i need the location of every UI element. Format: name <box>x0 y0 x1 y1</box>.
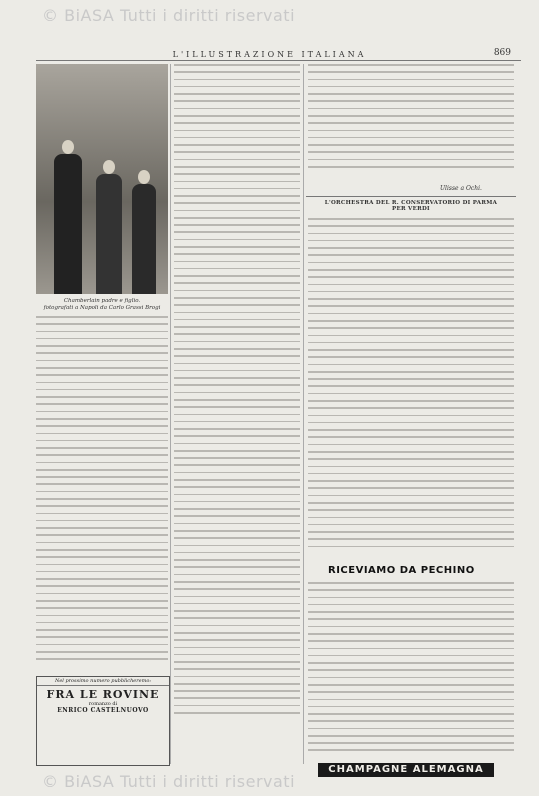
article-signature: Ulisse a Ochi. <box>440 185 482 192</box>
watermark-bottom: © BiASA Tutti i diritti riservati <box>42 772 296 791</box>
caption-line: fotografati a Napoli da Carlo Grassi Brogi <box>43 305 161 311</box>
champagne-advertisement: CHAMPAGNE ALEMAGNA <box>318 763 494 777</box>
ad-publisher-line: Nel prossimo numero pubblicheremo: <box>37 677 169 686</box>
section-title-line: PER VERDI <box>392 206 430 212</box>
photograph <box>36 64 168 294</box>
header-rule <box>36 60 521 61</box>
figure-person <box>54 154 82 294</box>
page-number: 869 <box>493 48 511 58</box>
figure-person <box>96 174 122 294</box>
figure-head <box>62 140 74 154</box>
ad-by: romanzo di <box>88 701 118 707</box>
section-title-line: L'ORCHESTRA DEL R. CONSERVATORIO DI PARMA <box>324 200 498 206</box>
figure-head <box>138 170 150 184</box>
column-rule-1 <box>170 64 171 764</box>
photo-caption <box>36 298 168 312</box>
column-rule-2 <box>303 64 304 764</box>
watermark-top: © BiASA Tutti i diritti riservati <box>42 6 296 25</box>
ad-title: FRA LE ROVINE <box>46 688 160 701</box>
column-3-text-top <box>308 64 514 173</box>
column-3-text-mid <box>308 218 514 553</box>
caption-line: Chamberlain padre e figlio. <box>63 298 141 304</box>
riceviamo-heading: RICEVIAMO DA PECHINO <box>328 565 475 576</box>
column-2-text <box>174 64 300 719</box>
column-3-text-bottom <box>308 582 514 757</box>
figure-head <box>103 160 115 174</box>
figure-person <box>132 184 156 294</box>
running-head: L'ILLUSTRAZIONE ITALIANA <box>172 50 367 59</box>
section-divider <box>306 196 516 197</box>
advertisement-box <box>36 676 170 766</box>
column-1-text <box>36 316 168 666</box>
ad-author: ENRICO CASTELNUOVO <box>57 707 149 714</box>
section-title <box>306 200 516 212</box>
